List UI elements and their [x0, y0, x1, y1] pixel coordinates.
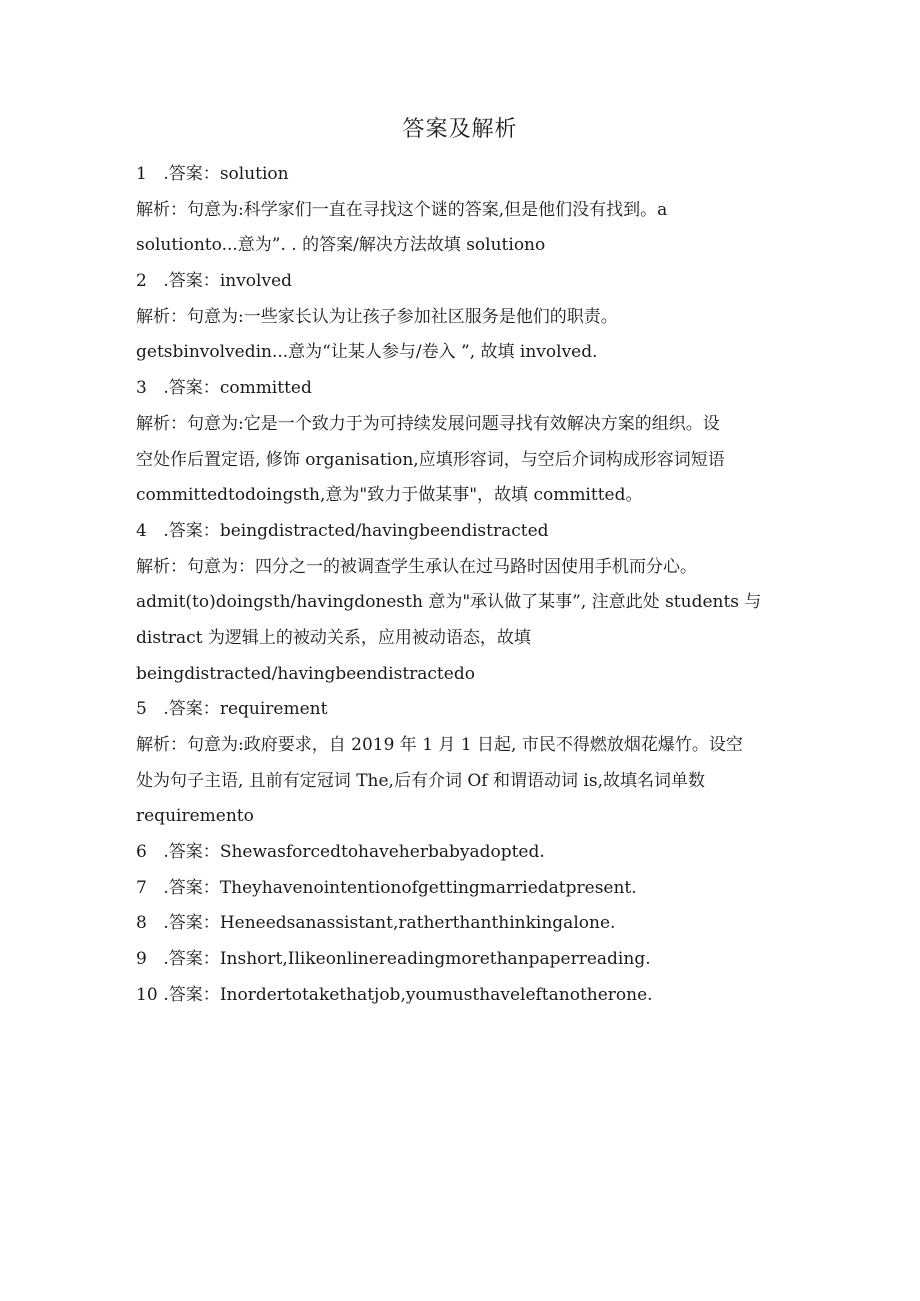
answer-text: committed [219, 378, 312, 399]
analysis-line [136, 764, 786, 800]
analysis-line [136, 799, 786, 835]
analysis-prefix: 解析： [136, 306, 187, 327]
analysis-text: solutionto...意为”. . 的答案/解决方法故填 solutiono [136, 235, 546, 256]
answer-text: Shewasforcedtohaveherbabyadopted. [219, 842, 545, 863]
answer-prefix: .答案： [163, 378, 220, 399]
answer-prefix: .答案： [163, 913, 220, 934]
answer-prefix: .答案： [163, 164, 220, 184]
answer-line [136, 871, 786, 907]
analysis-line [136, 728, 786, 764]
analysis-text: 空处作后置定语, 修饰 organisation,应填形容词，与空后介词构成形容词短语 [136, 449, 725, 470]
item-number: 8 [136, 913, 147, 934]
item-number: 3 [136, 378, 147, 399]
item-number: 10 [136, 984, 158, 1005]
analysis-text: 句意为:科学家们一直在寻找这个谜的答案,但是他们没有找到。a [187, 199, 668, 220]
answer-text: Inshort,Ilikeonlinereadingmorethanpaperreading. [219, 949, 651, 970]
analysis-line [136, 443, 786, 479]
item-number: 7 [136, 877, 147, 898]
answer-prefix: .答案： [163, 877, 220, 898]
answer-line [136, 835, 786, 871]
analysis-text: requiremento [136, 806, 254, 827]
answer-line [136, 942, 786, 978]
answer-line [136, 692, 786, 728]
answer-prefix: .答案： [163, 520, 220, 541]
analysis-text: 句意为:一些家长认为让孩子参加社区服务是他们的职责。 [187, 306, 618, 327]
answer-line [136, 514, 786, 550]
answer-text: Heneedsanassistant,ratherthanthinkingalone. [219, 913, 616, 934]
answer-text: Inordertotakethatjob,youmusthaveleftanotherone. [219, 984, 653, 1005]
answer-line [136, 371, 786, 407]
analysis-line [136, 550, 786, 586]
analysis-line [136, 407, 786, 443]
answer-prefix: .答案： [163, 984, 220, 1005]
analysis-line [136, 228, 786, 264]
analysis-text: 句意为:它是一个致力于为可持续发展问题寻找有效解决方案的组织。设 [187, 413, 720, 434]
page-title: 答案及解析 [402, 117, 518, 142]
item-number: 2 [136, 271, 147, 292]
answers-section [136, 157, 786, 1014]
analysis-text: admit(to)doingsth/havingdonesth 意为"承认做了某事”, 注意此处 students 与 [136, 592, 762, 613]
analysis-line [136, 585, 786, 621]
answer-prefix: .答案： [163, 699, 220, 720]
answer-prefix: .答案： [163, 271, 220, 292]
item-number: 4 [136, 520, 147, 541]
answer-text: beingdistracted/havingbeendistracted [219, 520, 549, 541]
analysis-text: 处为句子主语, 且前有定冠词 The,后有介词 Of 和谓语动词 is,故填名词单数 [136, 770, 705, 791]
analysis-prefix: 解析： [136, 413, 187, 434]
item-number: 1 [136, 164, 147, 184]
analysis-prefix: 解析： [136, 556, 187, 577]
analysis-text: 句意为:政府要求，自 2019 年 1 月 1 日起, 市民不得燃放烟花爆竹。设空 [187, 735, 743, 755]
analysis-text: beingdistracted/havingbeendistractedo [136, 663, 475, 684]
answer-text: requirement [219, 699, 328, 720]
analysis-prefix: 解析： [136, 735, 187, 755]
answer-text: solution [219, 164, 289, 184]
answer-text: Theyhavenointentionofgettingmarriedatpresent. [219, 877, 637, 898]
analysis-line [136, 193, 786, 229]
analysis-text: committedtodoingsth,意为"致力于做某事"，故填 committed。 [136, 485, 643, 506]
analysis-text: 句意为：四分之一的被调查学生承认在过马路时因使用手机而分心。 [187, 556, 697, 577]
answer-line [136, 906, 786, 942]
item-number: 9 [136, 949, 147, 970]
analysis-line [136, 335, 786, 371]
analysis-line [136, 621, 786, 657]
item-number: 6 [136, 842, 147, 863]
analysis-prefix: 解析： [136, 199, 187, 220]
answer-text: involved [219, 271, 293, 292]
item-number: 5 [136, 699, 147, 720]
analysis-line [136, 657, 786, 693]
answer-line [136, 978, 786, 1014]
analysis-line [136, 300, 786, 336]
answer-prefix: .答案： [163, 949, 220, 970]
analysis-text: distract 为逻辑上的被动关系，应用被动语态，故填 [136, 627, 531, 648]
answer-line [136, 157, 786, 193]
answer-prefix: .答案： [163, 842, 220, 863]
analysis-line [136, 478, 786, 514]
analysis-text: getsbinvolvedin...意为“让某人参与/卷入 ”, 故填 involved. [136, 342, 598, 363]
answer-line [136, 264, 786, 300]
